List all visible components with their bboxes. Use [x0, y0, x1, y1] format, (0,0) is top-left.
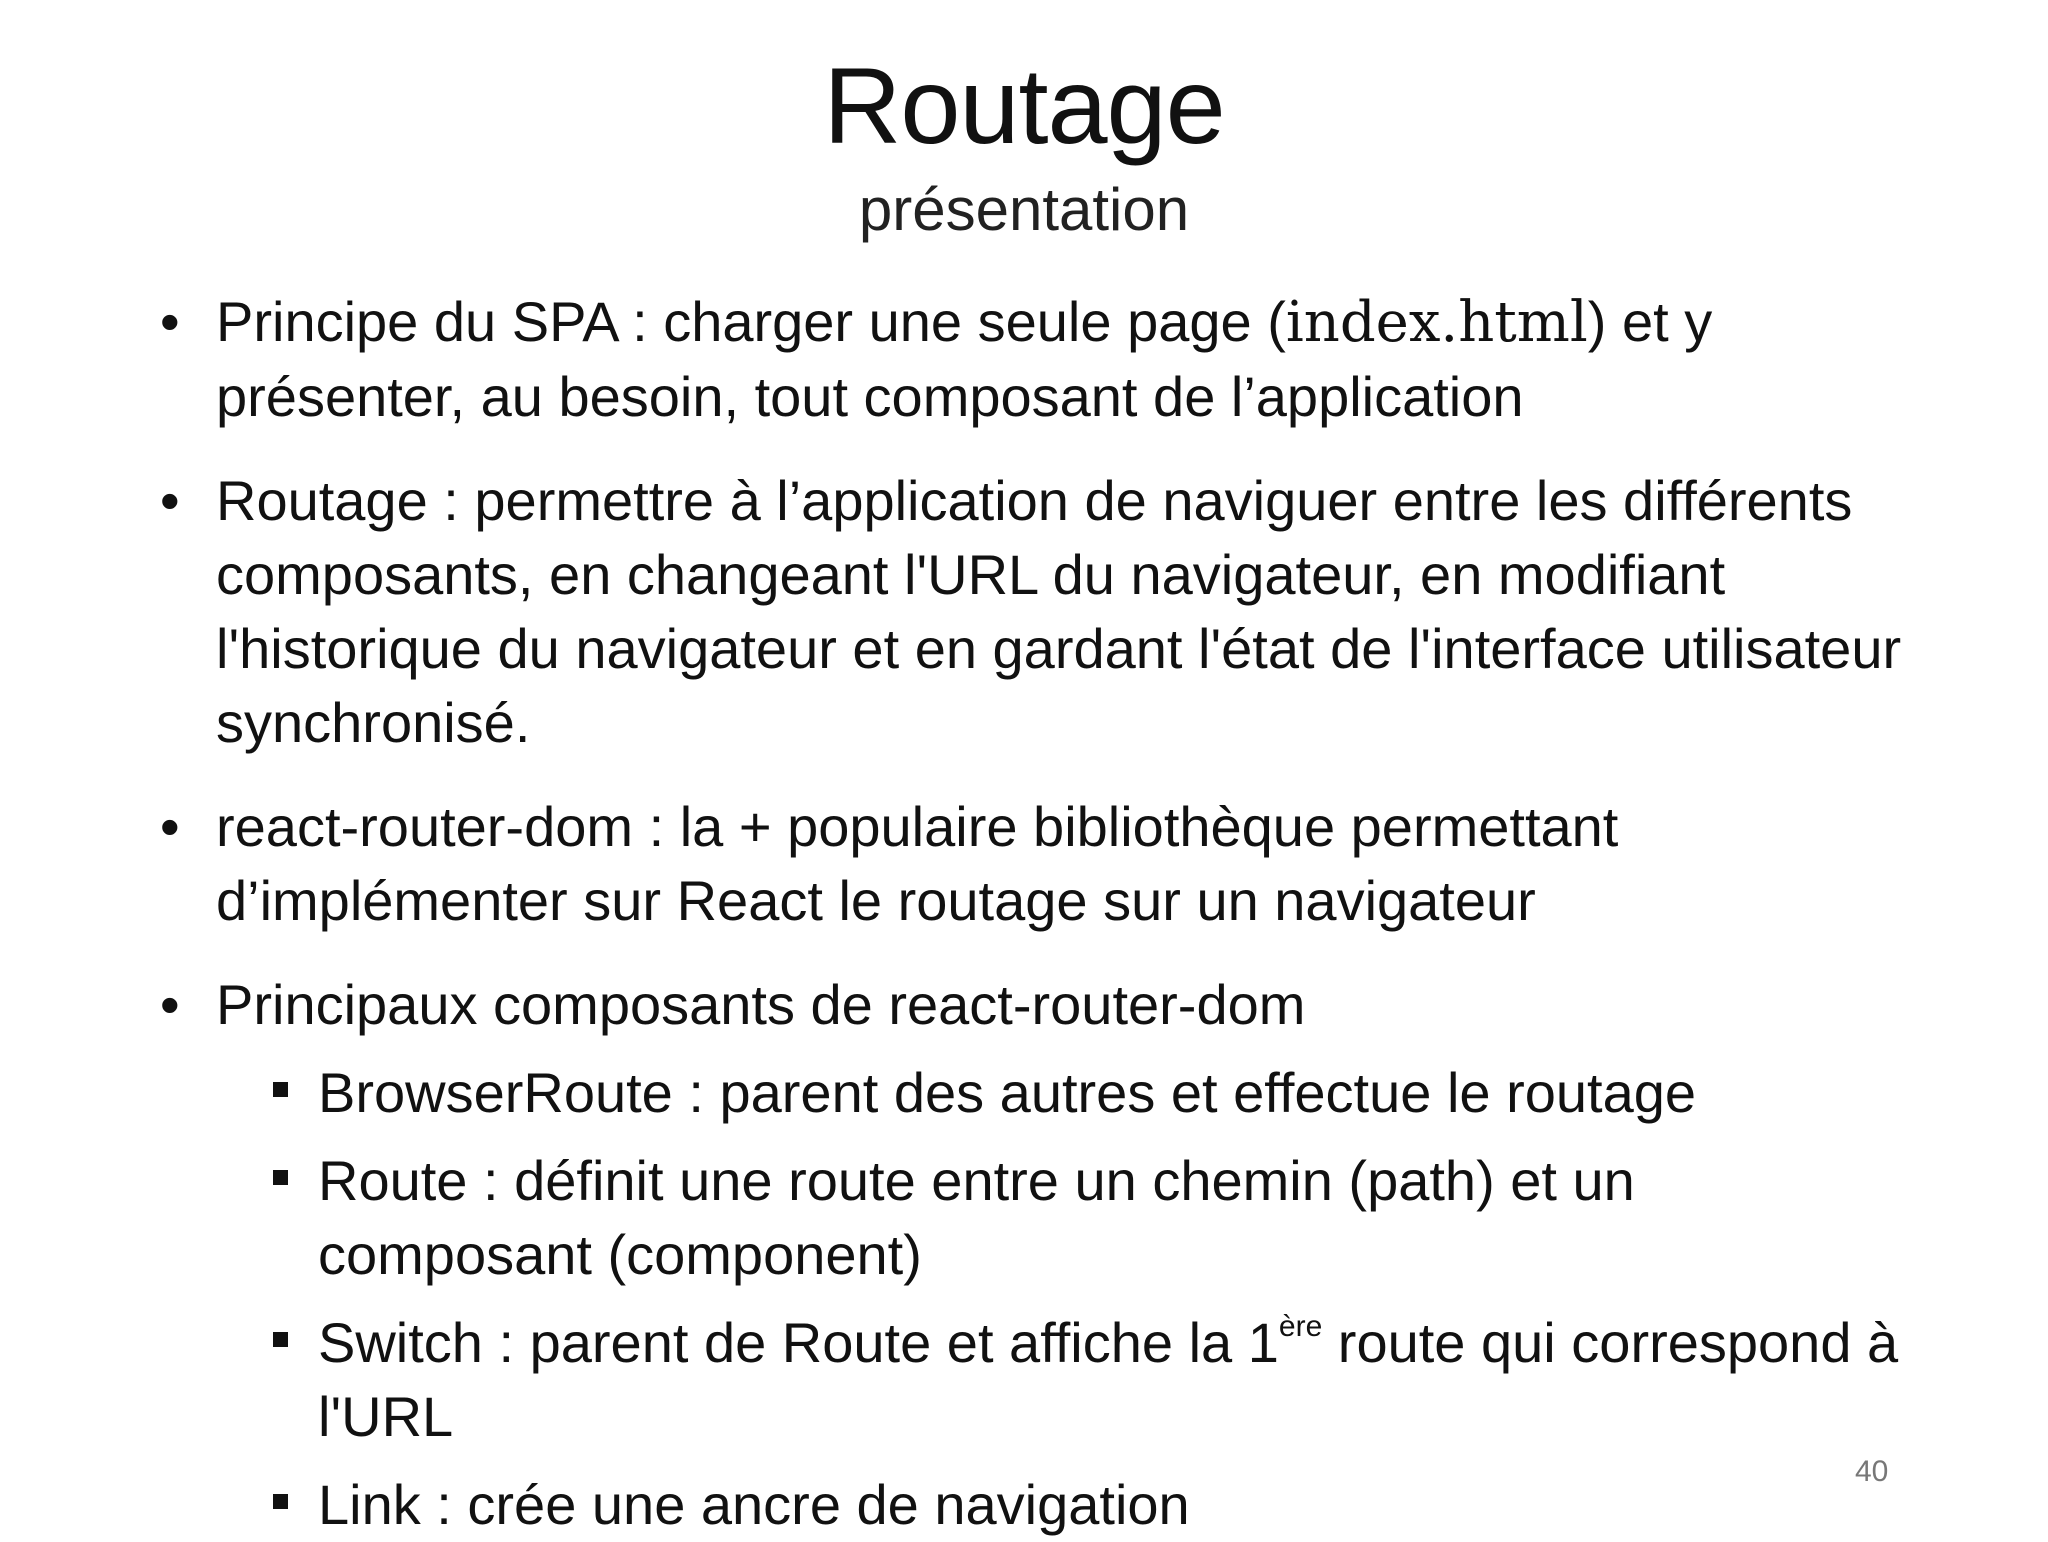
subbullet-text-after: route qui correspond à l'URL	[318, 1311, 1899, 1448]
bullet-dot: •	[160, 973, 180, 1036]
subbullet-text: Route : définit une route entre un chemin (path) et un composant (component)	[318, 1149, 1635, 1286]
subbullet-text: Link : crée une ancre de navigation	[318, 1473, 1190, 1536]
slide-subtitle: présentation	[858, 176, 1190, 243]
subbullet-text-before: Switch : parent de Route et affiche la 1	[318, 1311, 1279, 1374]
square-bullet-icon	[273, 1494, 288, 1509]
bullet-item	[160, 464, 1920, 760]
square-bullet-icon	[273, 1332, 288, 1347]
bullet-item	[160, 790, 1920, 938]
bullet-text: Principaux composants de react-router-dom	[216, 973, 1306, 1036]
slide-title: Routage	[823, 45, 1225, 166]
bullet-item	[160, 968, 1920, 1042]
bullet-dot: •	[160, 469, 180, 532]
superscript: ère	[1278, 1310, 1323, 1343]
bullet-text: Routage : permettre à l’application de naviguer entre les différents composants, en changeant l'URL du navigateur, en modifiant l'historique du navigateur et en gardant l'état de l'interface utilisateur synchronisé.	[216, 469, 1902, 754]
bullet-dot: •	[160, 290, 180, 353]
page-number: 40	[1855, 1455, 1889, 1488]
subbullet-item	[160, 1056, 1920, 1130]
subbullet-text: BrowserRoute : parent des autres et effectue le routage	[318, 1061, 1697, 1124]
subbullet-item	[160, 1306, 1920, 1454]
slide-content	[160, 285, 1920, 1542]
subbullet-item	[160, 1144, 1920, 1292]
square-bullet-icon	[273, 1082, 288, 1097]
subbullet-item	[160, 1468, 1920, 1542]
bullet-code: index.html	[1285, 290, 1588, 355]
bullet-text-before: Principe du SPA : charger une seule page (	[216, 290, 1286, 353]
square-bullet-icon	[273, 1170, 288, 1185]
bullet-item	[160, 285, 1920, 434]
bullet-dot: •	[160, 795, 180, 858]
bullet-text-after: ) et y présenter, au besoin, tout composant de l’application	[216, 290, 1713, 428]
bullet-text: react-router-dom : la + populaire bibliothèque permettant d’implémenter sur React le routage sur un navigateur	[216, 795, 1619, 932]
